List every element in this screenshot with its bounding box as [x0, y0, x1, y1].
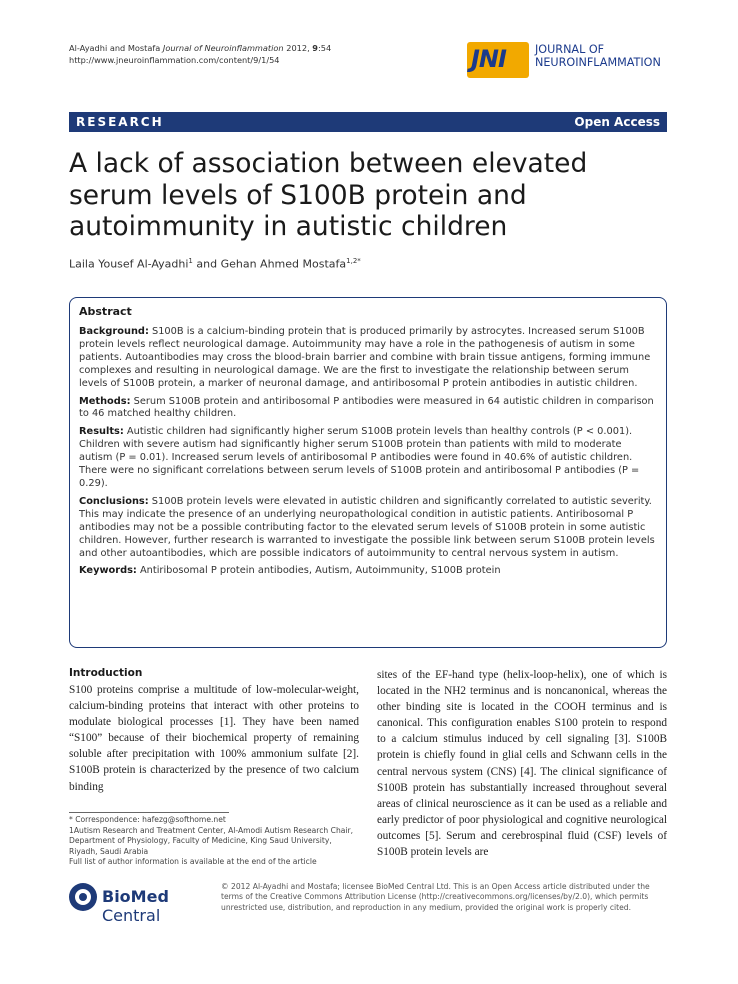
author-1: Laila Yousef Al-Ayadhi [69, 257, 189, 271]
full-list-note: Full list of author information is available at the end of the article [69, 857, 317, 866]
author-separator: and [192, 257, 221, 271]
journal-logo-name [535, 43, 661, 69]
footnotes [69, 815, 361, 868]
abstract-box [69, 297, 667, 648]
journal-name: Journal of Neuroinflammation [162, 43, 284, 53]
methods-text: Serum S100B protein and antiribosomal P antibodies were measured in 64 autistic children in comparison to 46 matched healthy children. [79, 395, 654, 420]
body-column-right [377, 667, 667, 860]
abstract-results [79, 426, 657, 491]
conclusions-text: S100B protein levels were elevated in autistic children and significantly correlated to autistic severity. This may indicate the presence of an underlying neuropathological condition in autistic patients. Antiribosomal P antibodies may not be a possible contributing factor to the elevated serum levels of S100B protein in some autistic children. However, further research is warranted to investigate the possible link between serum S100B protein levels and other autoantibodies, which are possible indicators of autoimmunity to central nervous system in autism. [79, 495, 655, 559]
section-label: RESEARCH [76, 115, 164, 129]
results-text: Autistic children had significantly higher serum S100B protein levels than healthy controls (P < 0.001). Children with severe autism had significantly higher serum S100B protein than patients with mild to moderate autism (P = 0.01). Increased serum levels of antiribosomal P antibodies were found in 40.6% of autistic children. There were no significant correlations between serum levels of S100B protein and antiribosomal P antibodies (P = 0.29). [79, 426, 640, 489]
abstract-conclusions [79, 496, 657, 561]
author-line [69, 257, 361, 271]
results-label: Results: [79, 426, 124, 438]
abstract-heading: Abstract [79, 305, 132, 318]
author-2-affil: 1,2* [346, 257, 361, 265]
abstract-background [79, 326, 657, 391]
author-1-affil: 1 [188, 257, 193, 265]
logo-line1: JOURNAL OF [535, 43, 605, 56]
citation-authors: Al-Ayadhi and Mostafa [69, 43, 161, 53]
jni-badge-text: JNI [471, 45, 506, 73]
article-url[interactable]: http://www.jneuroinflammation.com/content/9/1/54 [69, 55, 280, 65]
license-text: © 2012 Al-Ayadhi and Mostafa; licensee BioMed Central Ltd. This is an Open Access article distributed under the terms of the Creative Commons Attribution License (http://creativecommons.org/licenses/by/2.0), which permits unrestricted use, distribution, and reproduction in any medium, provided the original work is properly cited. [221, 882, 650, 912]
bmc-circle-icon [69, 883, 97, 911]
bmc-bold: BioMed [102, 887, 169, 906]
author-2: Gehan Ahmed Mostafa [220, 257, 347, 271]
introduction-heading: Introduction [69, 667, 143, 679]
bmc-plain: Central [102, 906, 161, 925]
conclusions-label: Conclusions: [79, 495, 149, 507]
citation-article: :54 [318, 43, 332, 53]
intro-paragraph-right: sites of the EF-hand type (helix-loop-helix), one of which is located in the NH2 terminus and is noncanonical, whereas the other binding site is located in the COOH terminus and is canonical. This configuration enables S100 protein to respond to a calcium stimulus induced by cell signaling [3]. S100B protein is chiefly found in glial cells and Schwann cells in the central nervous system (CNS) [4]. The clinical significance of S100B protein has substantially increased throughout several areas of clinical neuroscience as it can be used as a reliable and early predictor of poor physiological and cognitive neurological outcomes [5]. Serum and cerebrospinal fluid (CSF) levels of S100B protein levels are [377, 669, 667, 859]
footnote-divider [69, 812, 229, 813]
background-text: S100B is a calcium-binding protein that is produced primarily by astrocytes. Increased serum S100B protein levels reflect neurological damage. Autoimmunity may have a role in the pathogenesis of autism in some patients. Autoantibodies may cross the blood-brain barrier and combine with brain tissue antigens, forming immune complexes and resulting in neurological damage. We are the first to investigate the relationship between serum levels of S100B protein, a marker of neuronal damage, and antiribosomal P protein antibodies in autistic children. [79, 326, 651, 389]
correspondence-note: * Correspondence: hafezg@softhome.net [69, 815, 226, 824]
citation-volume: 9 [312, 43, 318, 53]
logo-line2: NEUROINFLAMMATION [535, 56, 661, 69]
article-title: A lack of association between elevated serum levels of S100B protein and autoimmunity in autistic children [69, 148, 588, 242]
keywords-text: Antiribosomal P protein antibodies, Autism, Autoimmunity, S100B protein [136, 565, 501, 577]
abstract-methods [79, 396, 657, 422]
section-banner [69, 112, 667, 132]
keywords-label: Keywords: [79, 565, 137, 577]
jni-badge [467, 42, 529, 78]
journal-logo [467, 42, 667, 78]
abstract-keywords [79, 565, 657, 578]
body-column-left [69, 667, 359, 795]
biomed-central-logo [69, 881, 219, 925]
citation-header [69, 42, 331, 66]
background-label: Background: [79, 326, 149, 337]
citation-year: 2012, [286, 43, 310, 53]
intro-paragraph-left: S100 proteins comprise a multitude of low-molecular-weight, calcium-binding proteins that interact with other proteins to modulate biological processes [1]. They have been named “S100” because of their biochemical property of remaining soluble after precipitation with 100% ammonium sulfate [2]. S100B protein is characterized by the presence of two calcium binding [69, 684, 359, 793]
affiliation-note: 1Autism Research and Treatment Center, Al-Amodi Autism Research Chair, Department of Physiology, Faculty of Medicine, King Saud University, Riyadh, Saudi Arabia [69, 825, 354, 856]
methods-label: Methods: [79, 395, 131, 407]
bmc-wordmark [102, 887, 219, 925]
open-access-label: Open Access [574, 115, 660, 129]
